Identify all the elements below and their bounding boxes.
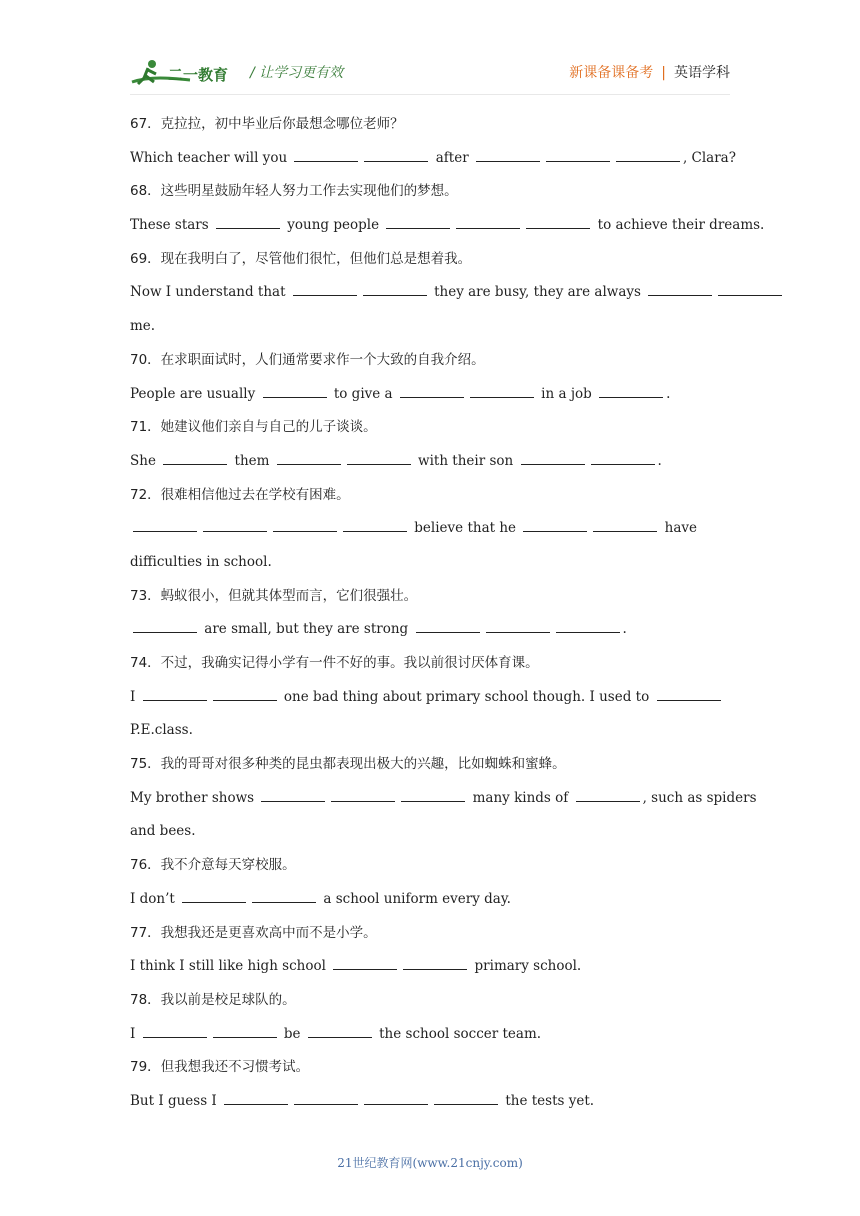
sentence-text: the tests yet.	[501, 1092, 595, 1109]
sentence-text: , such as spiders	[642, 789, 757, 806]
sentence-text: to achieve their dreams.	[593, 217, 765, 234]
sentence-text: have	[660, 520, 697, 537]
sentence-text: to give a	[329, 385, 397, 402]
sentence-text: These stars	[130, 217, 213, 234]
answer-blank[interactable]	[347, 452, 411, 465]
question-prompt: 77．我想我还是更喜欢高中而不是小学。	[130, 924, 377, 941]
answer-line	[130, 276, 730, 310]
answer-blank[interactable]	[523, 519, 587, 532]
answer-blank[interactable]	[470, 385, 534, 398]
question-prompt: 73．蚂蚁很小，但就其体型而言，它们很强壮。	[130, 587, 418, 604]
answer-blank[interactable]	[403, 957, 467, 970]
answer-blank[interactable]	[599, 385, 663, 398]
header-divider	[130, 94, 730, 95]
answer-blank[interactable]	[718, 283, 782, 296]
sentence-text: But I guess I	[130, 1092, 222, 1109]
answer-blank[interactable]	[648, 283, 712, 296]
answer-blank[interactable]	[224, 1092, 288, 1105]
page-footer: 21世纪教育网(www.21cnjy.com)	[337, 1156, 523, 1170]
answer-line	[130, 950, 730, 984]
answer-blank[interactable]	[556, 620, 620, 633]
question-prompt: 75．我的哥哥对很多种类的昆虫都表现出极大的兴趣，比如蜘蛛和蜜蜂。	[130, 756, 566, 773]
answer-blank[interactable]	[331, 789, 395, 802]
answer-blank[interactable]	[163, 452, 227, 465]
answer-blank[interactable]	[143, 1025, 207, 1038]
answer-blank[interactable]	[143, 688, 207, 701]
answer-line	[130, 142, 736, 176]
answer-blank[interactable]	[133, 620, 197, 633]
sentence-text: one bad thing about primary school though. I used to	[279, 688, 654, 705]
sentence-text: P.E.class.	[130, 722, 193, 739]
header-subject: 英语学科	[674, 65, 730, 81]
sentence-text: difficulties in school.	[130, 553, 272, 570]
sentence-text: many kinds of	[468, 789, 573, 806]
sentence-text: with their son	[413, 452, 518, 469]
sentence-text: She	[130, 452, 161, 469]
answer-blank[interactable]	[400, 385, 464, 398]
answer-blank[interactable]	[263, 385, 327, 398]
answer-blank[interactable]	[216, 216, 280, 229]
answer-blank[interactable]	[203, 519, 267, 532]
answer-line	[130, 714, 730, 748]
answer-line	[130, 310, 730, 344]
answer-blank[interactable]	[133, 519, 197, 532]
answer-blank[interactable]	[616, 149, 680, 162]
sentence-text: be	[279, 1025, 305, 1042]
answer-blank[interactable]	[576, 789, 640, 802]
sentence-text: .	[657, 452, 662, 469]
answer-blank[interactable]	[213, 1025, 277, 1038]
sentence-text: Which teacher will you	[130, 149, 292, 166]
sentence-text: People are usually	[130, 385, 260, 402]
sentence-text: .	[622, 621, 627, 638]
sentence-text: young people	[282, 217, 384, 234]
answer-line	[130, 512, 730, 546]
sentence-text: them	[230, 452, 274, 469]
header-tag-prep: 新课备课备考	[569, 65, 654, 81]
answer-line	[130, 815, 730, 849]
answer-blank[interactable]	[252, 890, 316, 903]
question-prompt: 70．在求职面试时，人们通常要求作一个大致的自我介绍。	[130, 351, 485, 368]
answer-line	[130, 782, 757, 816]
answer-line	[130, 1018, 730, 1052]
question-prompt: 79．但我想我还不习惯考试。	[130, 1059, 310, 1076]
sentence-text: I think I still like high school	[130, 958, 331, 975]
answer-blank[interactable]	[333, 957, 397, 970]
answer-blank[interactable]	[456, 216, 520, 229]
answer-blank[interactable]	[343, 519, 407, 532]
answer-blank[interactable]	[591, 452, 655, 465]
answer-blank[interactable]	[401, 789, 465, 802]
answer-blank[interactable]	[593, 519, 657, 532]
answer-blank[interactable]	[657, 688, 721, 701]
answer-blank[interactable]	[294, 1092, 358, 1105]
answer-blank[interactable]	[364, 1092, 428, 1105]
sentence-text: the school soccer team.	[374, 1025, 542, 1042]
sentence-text: they are busy, they are always	[429, 284, 646, 301]
answer-blank[interactable]	[277, 452, 341, 465]
sentence-text: primary school.	[470, 958, 582, 975]
sentence-text: My brother shows	[130, 789, 259, 806]
question-prompt: 72．很难相信他过去在学校有困难。	[130, 486, 350, 503]
answer-blank[interactable]	[273, 519, 337, 532]
answer-line	[130, 378, 730, 412]
sentence-text: I	[130, 688, 140, 705]
logo	[130, 56, 240, 90]
answer-line	[130, 883, 730, 917]
answer-line	[130, 681, 730, 715]
logo-text: 二一教育	[168, 66, 229, 84]
sentence-text: Now I understand that	[130, 284, 290, 301]
question-prompt: 69．现在我明白了，尽管他们很忙，但他们总是想着我。	[130, 250, 472, 267]
sentence-text: I don’t	[130, 890, 180, 907]
sentence-text: I	[130, 1025, 140, 1042]
answer-blank[interactable]	[294, 149, 358, 162]
header-slogan: / 让学习更有效	[250, 65, 344, 81]
answer-blank[interactable]	[293, 283, 357, 296]
question-prompt: 78．我以前是校足球队的。	[130, 991, 296, 1008]
sentence-text: , Clara?	[682, 149, 736, 166]
page-header	[130, 52, 730, 92]
sentence-text: me.	[130, 318, 156, 335]
answer-blank[interactable]	[476, 149, 540, 162]
sentence-text: .	[666, 385, 671, 402]
answer-blank[interactable]	[486, 620, 550, 633]
sentence-text: in a job	[536, 385, 597, 402]
header-separator: |	[661, 65, 666, 81]
question-prompt: 68．这些明星鼓励年轻人努力工作去实现他们的梦想。	[130, 183, 458, 200]
sentence-text: are small, but they are strong	[200, 621, 413, 638]
question-prompt: 74．不过，我确实记得小学有一件不好的事。我以前很讨厌体育课。	[130, 655, 539, 671]
sentence-text: believe that he	[410, 520, 521, 537]
exercise-list	[130, 108, 765, 1119]
header-right	[569, 62, 730, 82]
answer-blank[interactable]	[364, 149, 428, 162]
answer-blank[interactable]	[261, 789, 325, 802]
answer-blank[interactable]	[308, 1025, 372, 1038]
answer-line	[130, 209, 765, 243]
sentence-text: and bees.	[130, 823, 196, 840]
answer-blank[interactable]	[363, 283, 427, 296]
answer-line	[130, 613, 730, 647]
sentence-text: a school uniform every day.	[319, 890, 511, 907]
answer-blank[interactable]	[546, 149, 610, 162]
answer-line	[130, 1085, 730, 1119]
answer-blank[interactable]	[182, 890, 246, 903]
question-prompt: 67．克拉拉，初中毕业后你最想念哪位老师？	[130, 116, 404, 132]
answer-blank[interactable]	[526, 216, 590, 229]
answer-blank[interactable]	[434, 1092, 498, 1105]
answer-blank[interactable]	[521, 452, 585, 465]
question-prompt: 71．她建议他们亲自与自己的儿子谈谈。	[130, 419, 377, 436]
answer-line	[130, 445, 730, 479]
answer-blank[interactable]	[416, 620, 480, 633]
answer-blank[interactable]	[386, 216, 450, 229]
answer-blank[interactable]	[213, 688, 277, 701]
sentence-text: after	[431, 149, 473, 166]
answer-line	[130, 546, 730, 580]
question-prompt: 76．我不介意每天穿校服。	[130, 857, 296, 874]
